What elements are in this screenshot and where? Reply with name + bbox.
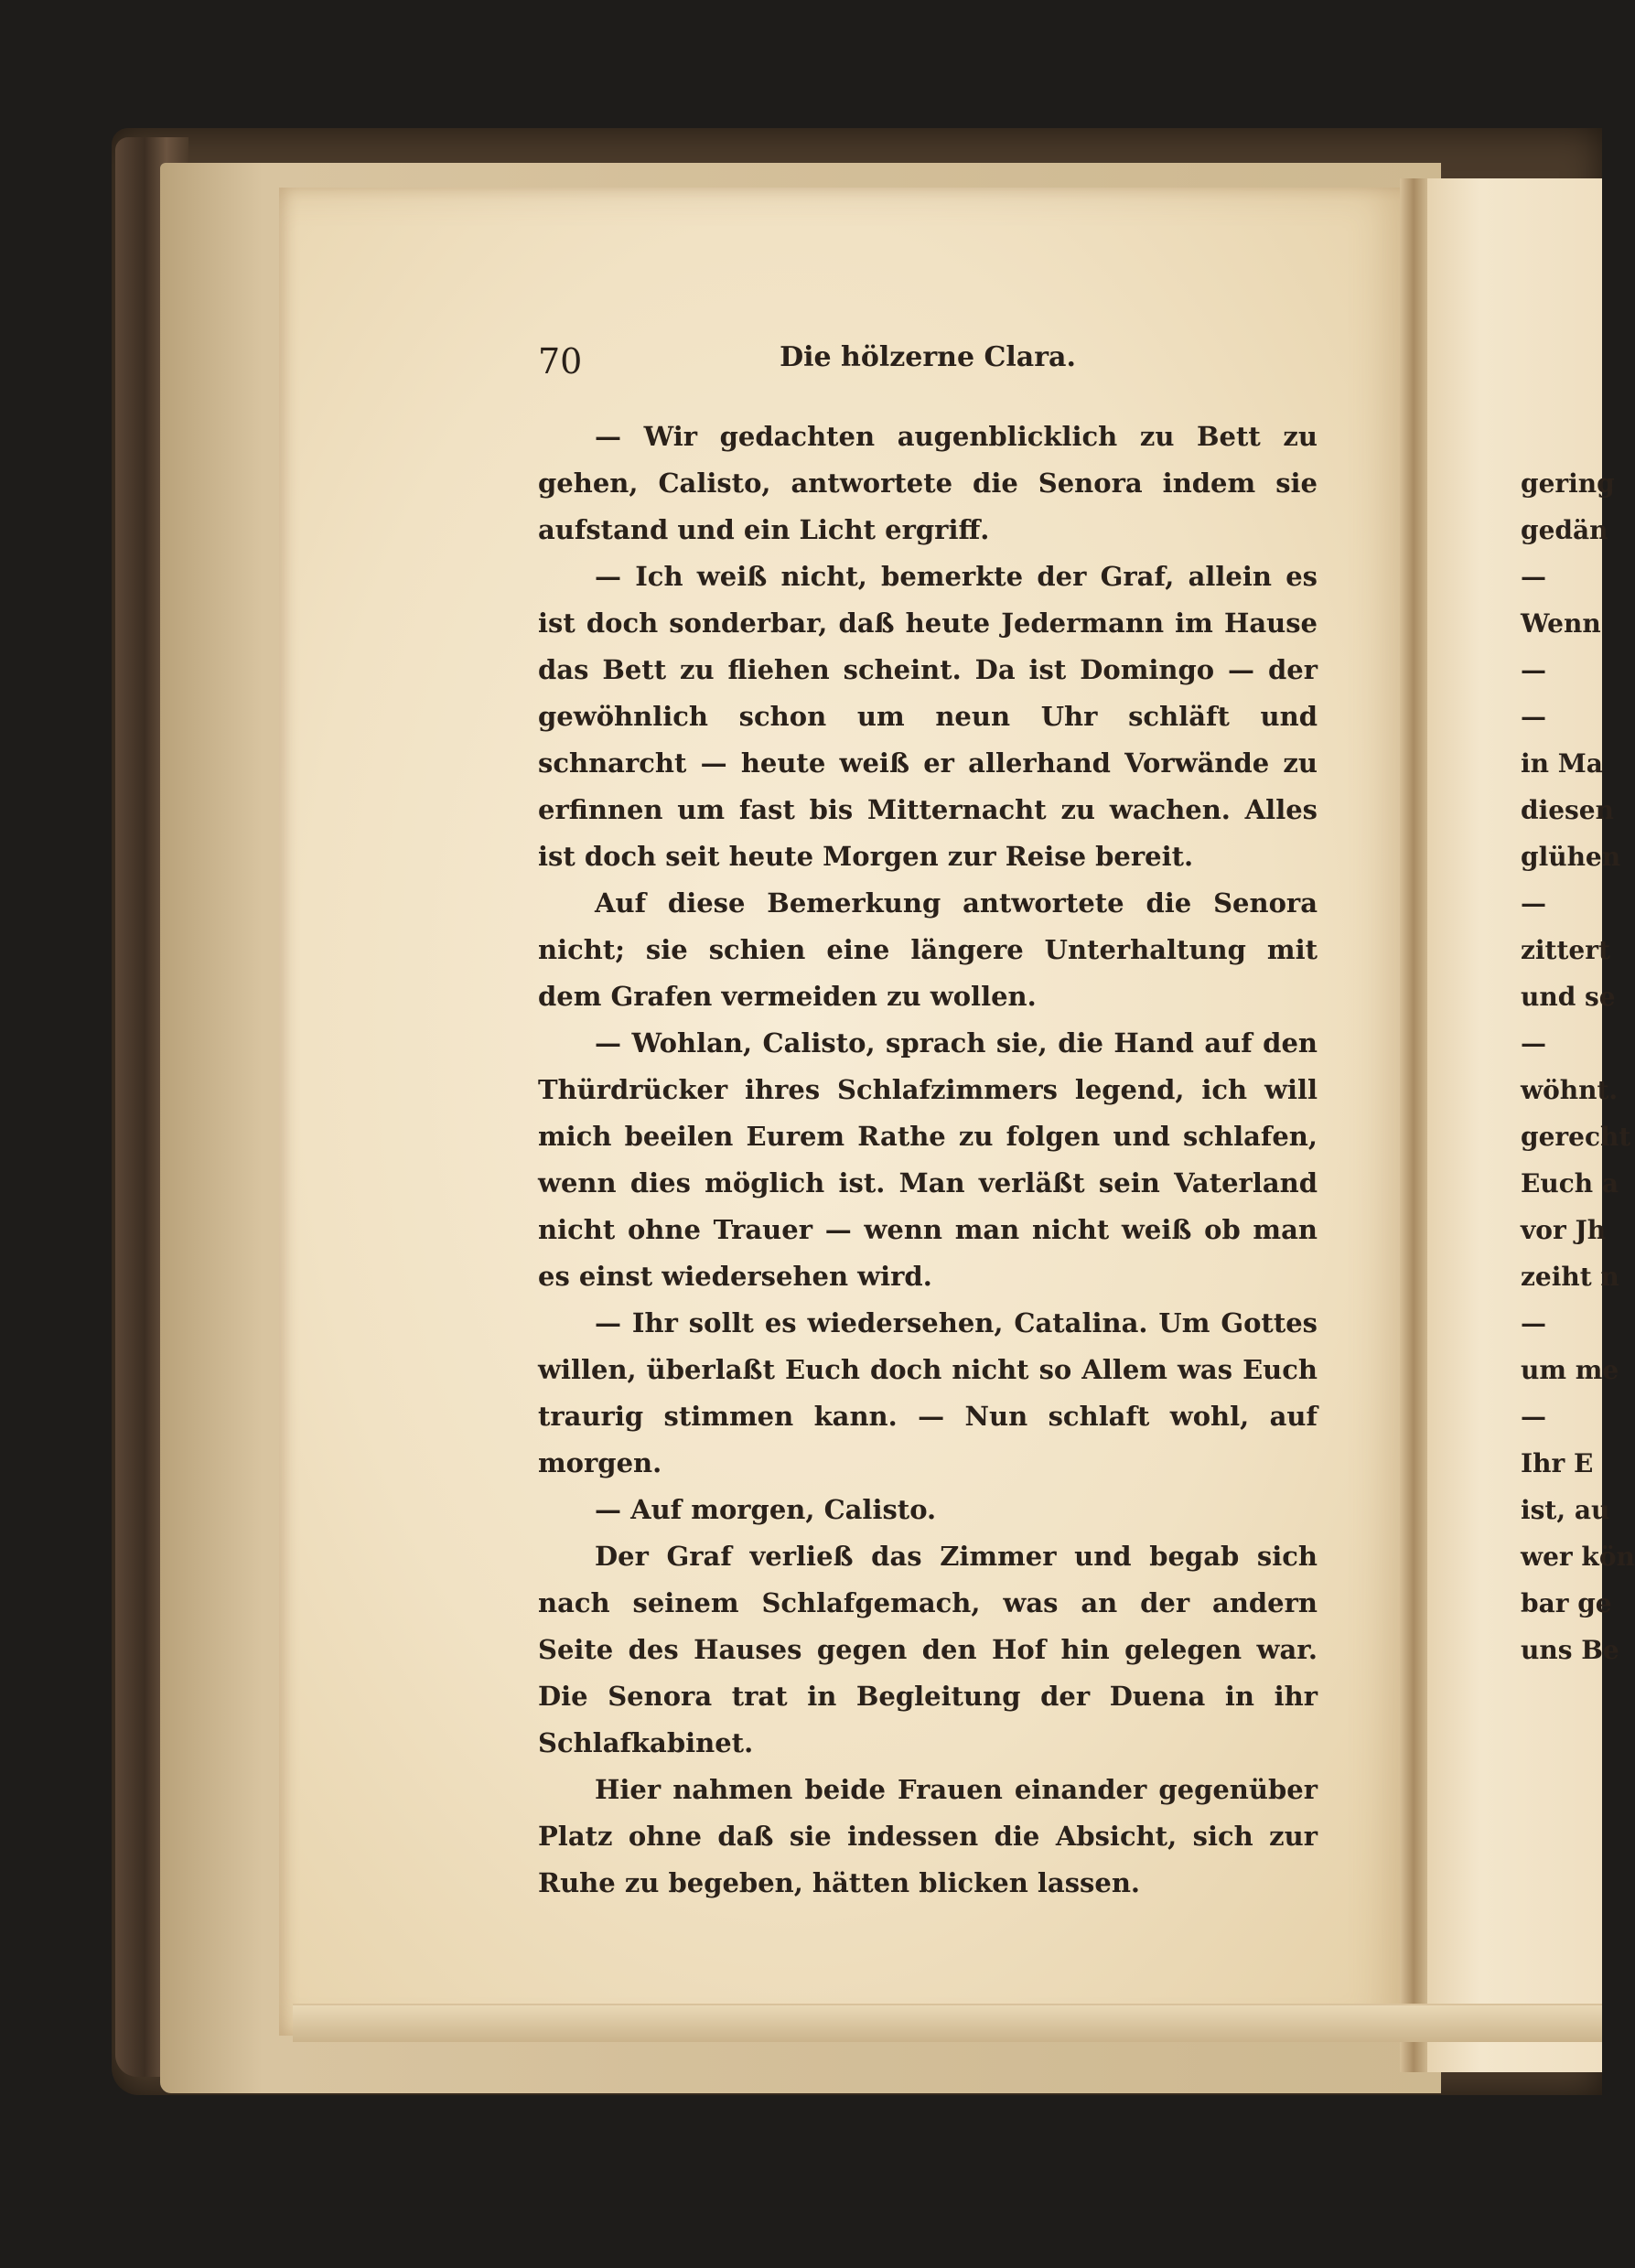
right-line	[1521, 414, 1602, 460]
right-line: glühen	[1521, 842, 1621, 872]
right-line: in Ma	[1521, 748, 1603, 779]
right-line: —	[1521, 702, 1546, 732]
right-line: gerecht	[1521, 1122, 1631, 1152]
right-line: —	[1521, 655, 1546, 685]
right-line: wöhnt.	[1521, 1075, 1619, 1105]
book-gutter	[1400, 178, 1427, 2072]
paragraph: — Ihr sollt es wiedersehen, Catalina. Um Gottes willen, überlaßt Euch doch nicht so Allem was Euch traurig stimmen kann. — Nun schlaft wohl, auf morgen.	[538, 1307, 1318, 1478]
right-line: bar ge	[1521, 1588, 1612, 1618]
right-line: uns Be	[1521, 1635, 1619, 1665]
right-line: —	[1521, 1402, 1546, 1432]
page-body	[538, 414, 1318, 1907]
page-header	[538, 334, 1318, 389]
right-line: und se	[1521, 982, 1616, 1012]
right-line: vor Jh	[1521, 1215, 1607, 1245]
paragraph: — Wohlan, Calisto, sprach sie, die Hand auf den Thürdrücker ihres Schlafzimmers legend, ich will mich beeilen Eurem Rathe zu folgen und schlafen, wenn dies möglich ist. Man verläßt sein Vaterland nicht ohne Trauer — wenn man nicht weiß ob man es einst wiedersehen wird.	[538, 1027, 1318, 1292]
right-line: ist, au	[1521, 1495, 1610, 1525]
right-line: Ihr E	[1521, 1448, 1594, 1478]
paragraph: Hier nahmen beide Frauen einander gegenüber Platz ohne daß sie indessen die Absicht, sich zur Ruhe zu begeben, hätten blicken lassen.	[538, 1774, 1318, 1898]
right-line: —	[1521, 888, 1546, 919]
paragraph: — Wir gedachten augenblicklich zu Bett zu gehen, Calisto, antwortete die Senora indem sie aufstand und ein Licht ergriff.	[538, 421, 1318, 545]
right-line: Euch a	[1521, 1168, 1619, 1198]
right-line: um me	[1521, 1355, 1619, 1385]
right-line: —	[1521, 1308, 1546, 1338]
right-line: gering	[1521, 468, 1615, 499]
right-line: wer kön	[1521, 1542, 1635, 1572]
right-line: Wenn	[1521, 608, 1601, 639]
paragraph: Der Graf verließ das Zimmer und begab sich nach seinem Schlafgemach, was an der andern Seite des Hauses gegen den Hof hin gelegen war. Die Senora trat in Begleitung der Duena in ihr Schlafkabinet.	[538, 1541, 1318, 1758]
page-number: 70	[538, 341, 583, 382]
right-page-text	[1521, 414, 1635, 1673]
right-line: —	[1521, 1028, 1546, 1059]
right-line: —	[1521, 562, 1546, 592]
right-line: diesen	[1521, 795, 1614, 825]
running-title: Die hölzerne Clara.	[780, 341, 1076, 373]
paragraph: Auf diese Bemerkung antwortete die Senora nicht; sie schien eine längere Unterhaltung mit dem Grafen vermeiden zu wollen.	[538, 887, 1318, 1012]
page-bottom-edge	[293, 2004, 1602, 2042]
paragraph: — Auf morgen, Calisto.	[595, 1494, 937, 1525]
paragraph: — Ich weiß nicht, bemerkte der Graf, allein es ist doch sonderbar, daß heute Jedermann im Hause das Bett zu fliehen scheint. Da ist Domingo — der gewöhnlich schon um neun Uhr schläft und schnarcht — heute weiß er allerhand Vorwände zu erfinnen um fast bis Mitternacht zu wachen. Alles ist doch seit heute Morgen zur Reise bereit.	[538, 561, 1318, 872]
right-line: zeiht n	[1521, 1262, 1619, 1292]
right-line: zittert	[1521, 935, 1610, 965]
right-line: gedän	[1521, 515, 1608, 545]
